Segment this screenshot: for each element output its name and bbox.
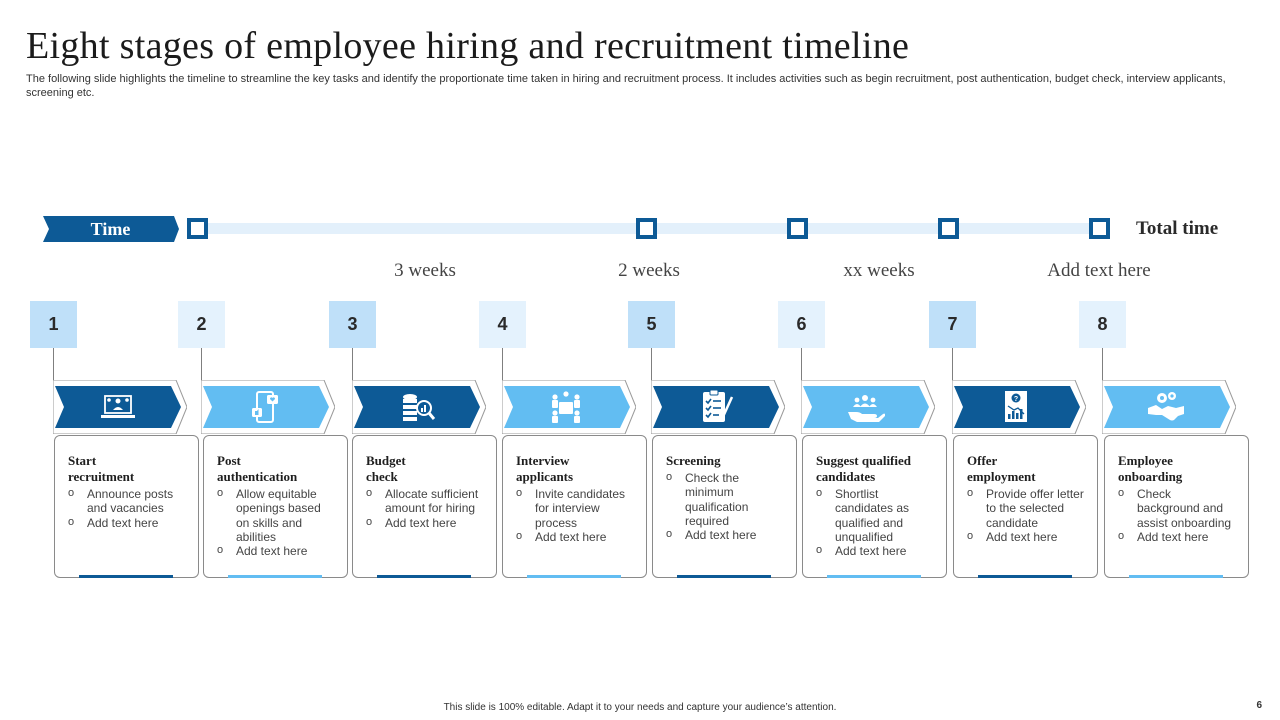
laptop-meeting-icon xyxy=(98,388,138,426)
money-analysis-icon xyxy=(397,388,437,426)
card-title-line: Budget xyxy=(366,453,406,468)
stage-number-3: 3 xyxy=(329,301,376,348)
social-media-phone-icon xyxy=(245,388,285,426)
card-accent-bar xyxy=(228,575,322,578)
card-accent-bar xyxy=(377,575,471,578)
card-bullets xyxy=(68,487,186,530)
duration-label: Add text here xyxy=(1047,260,1151,281)
card-title xyxy=(967,453,1085,485)
timeline-marker xyxy=(787,218,808,239)
stage-card-1 xyxy=(54,435,199,578)
card-bullets xyxy=(967,487,1085,544)
slide-subtitle: The following slide highlights the timeline to streamline the key tasks and identify the proportionate time taken in hiring and recruitment process. It includes activities such as begin recruitment, post authentication, budget check, interview applicants, screening etc. xyxy=(26,73,1226,99)
card-title-line: candidates xyxy=(816,469,876,484)
card-bullet: o Check background and assist onboarding xyxy=(1118,487,1236,530)
connector-line xyxy=(53,348,54,381)
slide-footer: This slide is 100% editable. Adapt it to your needs and capture your audience’s attention. xyxy=(443,702,837,713)
card-bullet: o Add text here xyxy=(366,516,484,530)
card-title xyxy=(217,453,335,485)
connector-line xyxy=(502,348,503,381)
card-accent-bar xyxy=(827,575,921,578)
card-title-line: applicants xyxy=(516,469,574,484)
stage-number-1: 1 xyxy=(30,301,77,348)
timeline-marker xyxy=(187,218,208,239)
clipboard-checklist-icon xyxy=(695,388,735,426)
connector-line xyxy=(952,348,953,381)
card-bullet: o Add text here xyxy=(217,544,335,558)
card-title xyxy=(366,453,484,485)
stage-number-7: 7 xyxy=(929,301,976,348)
stage-card-5 xyxy=(652,435,797,578)
total-time-label: Total time xyxy=(1136,218,1219,239)
card-bullet: o Shortlist candidates as qualified and unqualified xyxy=(816,487,934,544)
card-bullet: o Add text here xyxy=(816,544,934,558)
hand-people-icon xyxy=(845,388,885,426)
time-label: Time xyxy=(90,219,131,239)
stage-number-5: 5 xyxy=(628,301,675,348)
stage-number-4: 4 xyxy=(479,301,526,348)
card-title-line: Employee xyxy=(1118,453,1173,468)
card-bullet: o Add text here xyxy=(1118,530,1236,544)
card-bullet: o Add text here xyxy=(516,530,634,544)
card-accent-bar xyxy=(527,575,621,578)
card-bullets xyxy=(1118,487,1236,544)
card-title-line: onboarding xyxy=(1118,469,1183,484)
card-bullets xyxy=(516,487,634,544)
card-title-line: Post xyxy=(217,453,241,468)
timeline-marker xyxy=(938,218,959,239)
stage-card-6 xyxy=(802,435,947,578)
card-title-line: Suggest qualified xyxy=(816,453,911,468)
card-title-line: recruitment xyxy=(68,469,135,484)
card-bullet: o Announce posts and vacancies xyxy=(68,487,186,516)
card-bullet: o Add text here xyxy=(967,530,1085,544)
card-bullet: o Provide offer letter to the selected candidate xyxy=(967,487,1085,530)
slide-title: Eight stages of employee hiring and recruitment timeline xyxy=(26,25,910,67)
stage-card-8 xyxy=(1104,435,1249,578)
card-accent-bar xyxy=(1129,575,1223,578)
stage-card-3 xyxy=(352,435,497,578)
card-bullets xyxy=(666,471,784,542)
card-accent-bar xyxy=(978,575,1072,578)
card-bullets xyxy=(366,487,484,530)
duration-label: 2 weeks xyxy=(618,260,680,281)
handshake-gears-icon xyxy=(1146,388,1186,426)
card-bullets xyxy=(816,487,934,558)
interview-meeting-icon xyxy=(546,388,586,426)
card-title-line: Screening xyxy=(666,453,721,468)
card-title-line: check xyxy=(366,469,398,484)
card-title-line: Offer xyxy=(967,453,998,468)
connector-line xyxy=(1102,348,1103,381)
stage-number-8: 8 xyxy=(1079,301,1126,348)
timeline-marker xyxy=(1089,218,1110,239)
connector-line xyxy=(352,348,353,381)
page-number: 6 xyxy=(1256,700,1262,711)
svg-text:?: ? xyxy=(1013,396,1019,403)
connector-line xyxy=(201,348,202,381)
duration-label: 3 weeks xyxy=(394,260,456,281)
card-bullet: o Add text here xyxy=(68,516,186,530)
card-bullet: o Check the minimum qualification required xyxy=(666,471,784,528)
card-accent-bar xyxy=(79,575,173,578)
card-title xyxy=(816,453,934,485)
connector-line xyxy=(801,348,802,381)
timeline-marker xyxy=(636,218,657,239)
stage-card-4 xyxy=(502,435,647,578)
card-bullets xyxy=(217,487,335,558)
card-title xyxy=(1118,453,1236,485)
stage-card-2 xyxy=(203,435,348,578)
stage-card-7 xyxy=(953,435,1098,578)
card-title xyxy=(516,453,634,485)
card-title-line: authentication xyxy=(217,469,298,484)
card-title-line: Start xyxy=(68,453,97,468)
card-bullet: o Add text here xyxy=(666,528,784,542)
card-bullet: o Invite candidates for interview process xyxy=(516,487,634,530)
card-title xyxy=(68,453,186,485)
duration-label: xx weeks xyxy=(843,260,915,281)
document-chart-icon xyxy=(996,388,1036,426)
card-title-line: employment xyxy=(967,469,1036,484)
card-title xyxy=(666,453,784,469)
card-bullet: o Allow equitable openings based on skills and abilities xyxy=(217,487,335,544)
stage-number-2: 2 xyxy=(178,301,225,348)
card-bullet: o Allocate sufficient amount for hiring xyxy=(366,487,484,516)
connector-line xyxy=(651,348,652,381)
card-accent-bar xyxy=(677,575,771,578)
card-title-line: Interview xyxy=(516,453,570,468)
stage-number-6: 6 xyxy=(778,301,825,348)
